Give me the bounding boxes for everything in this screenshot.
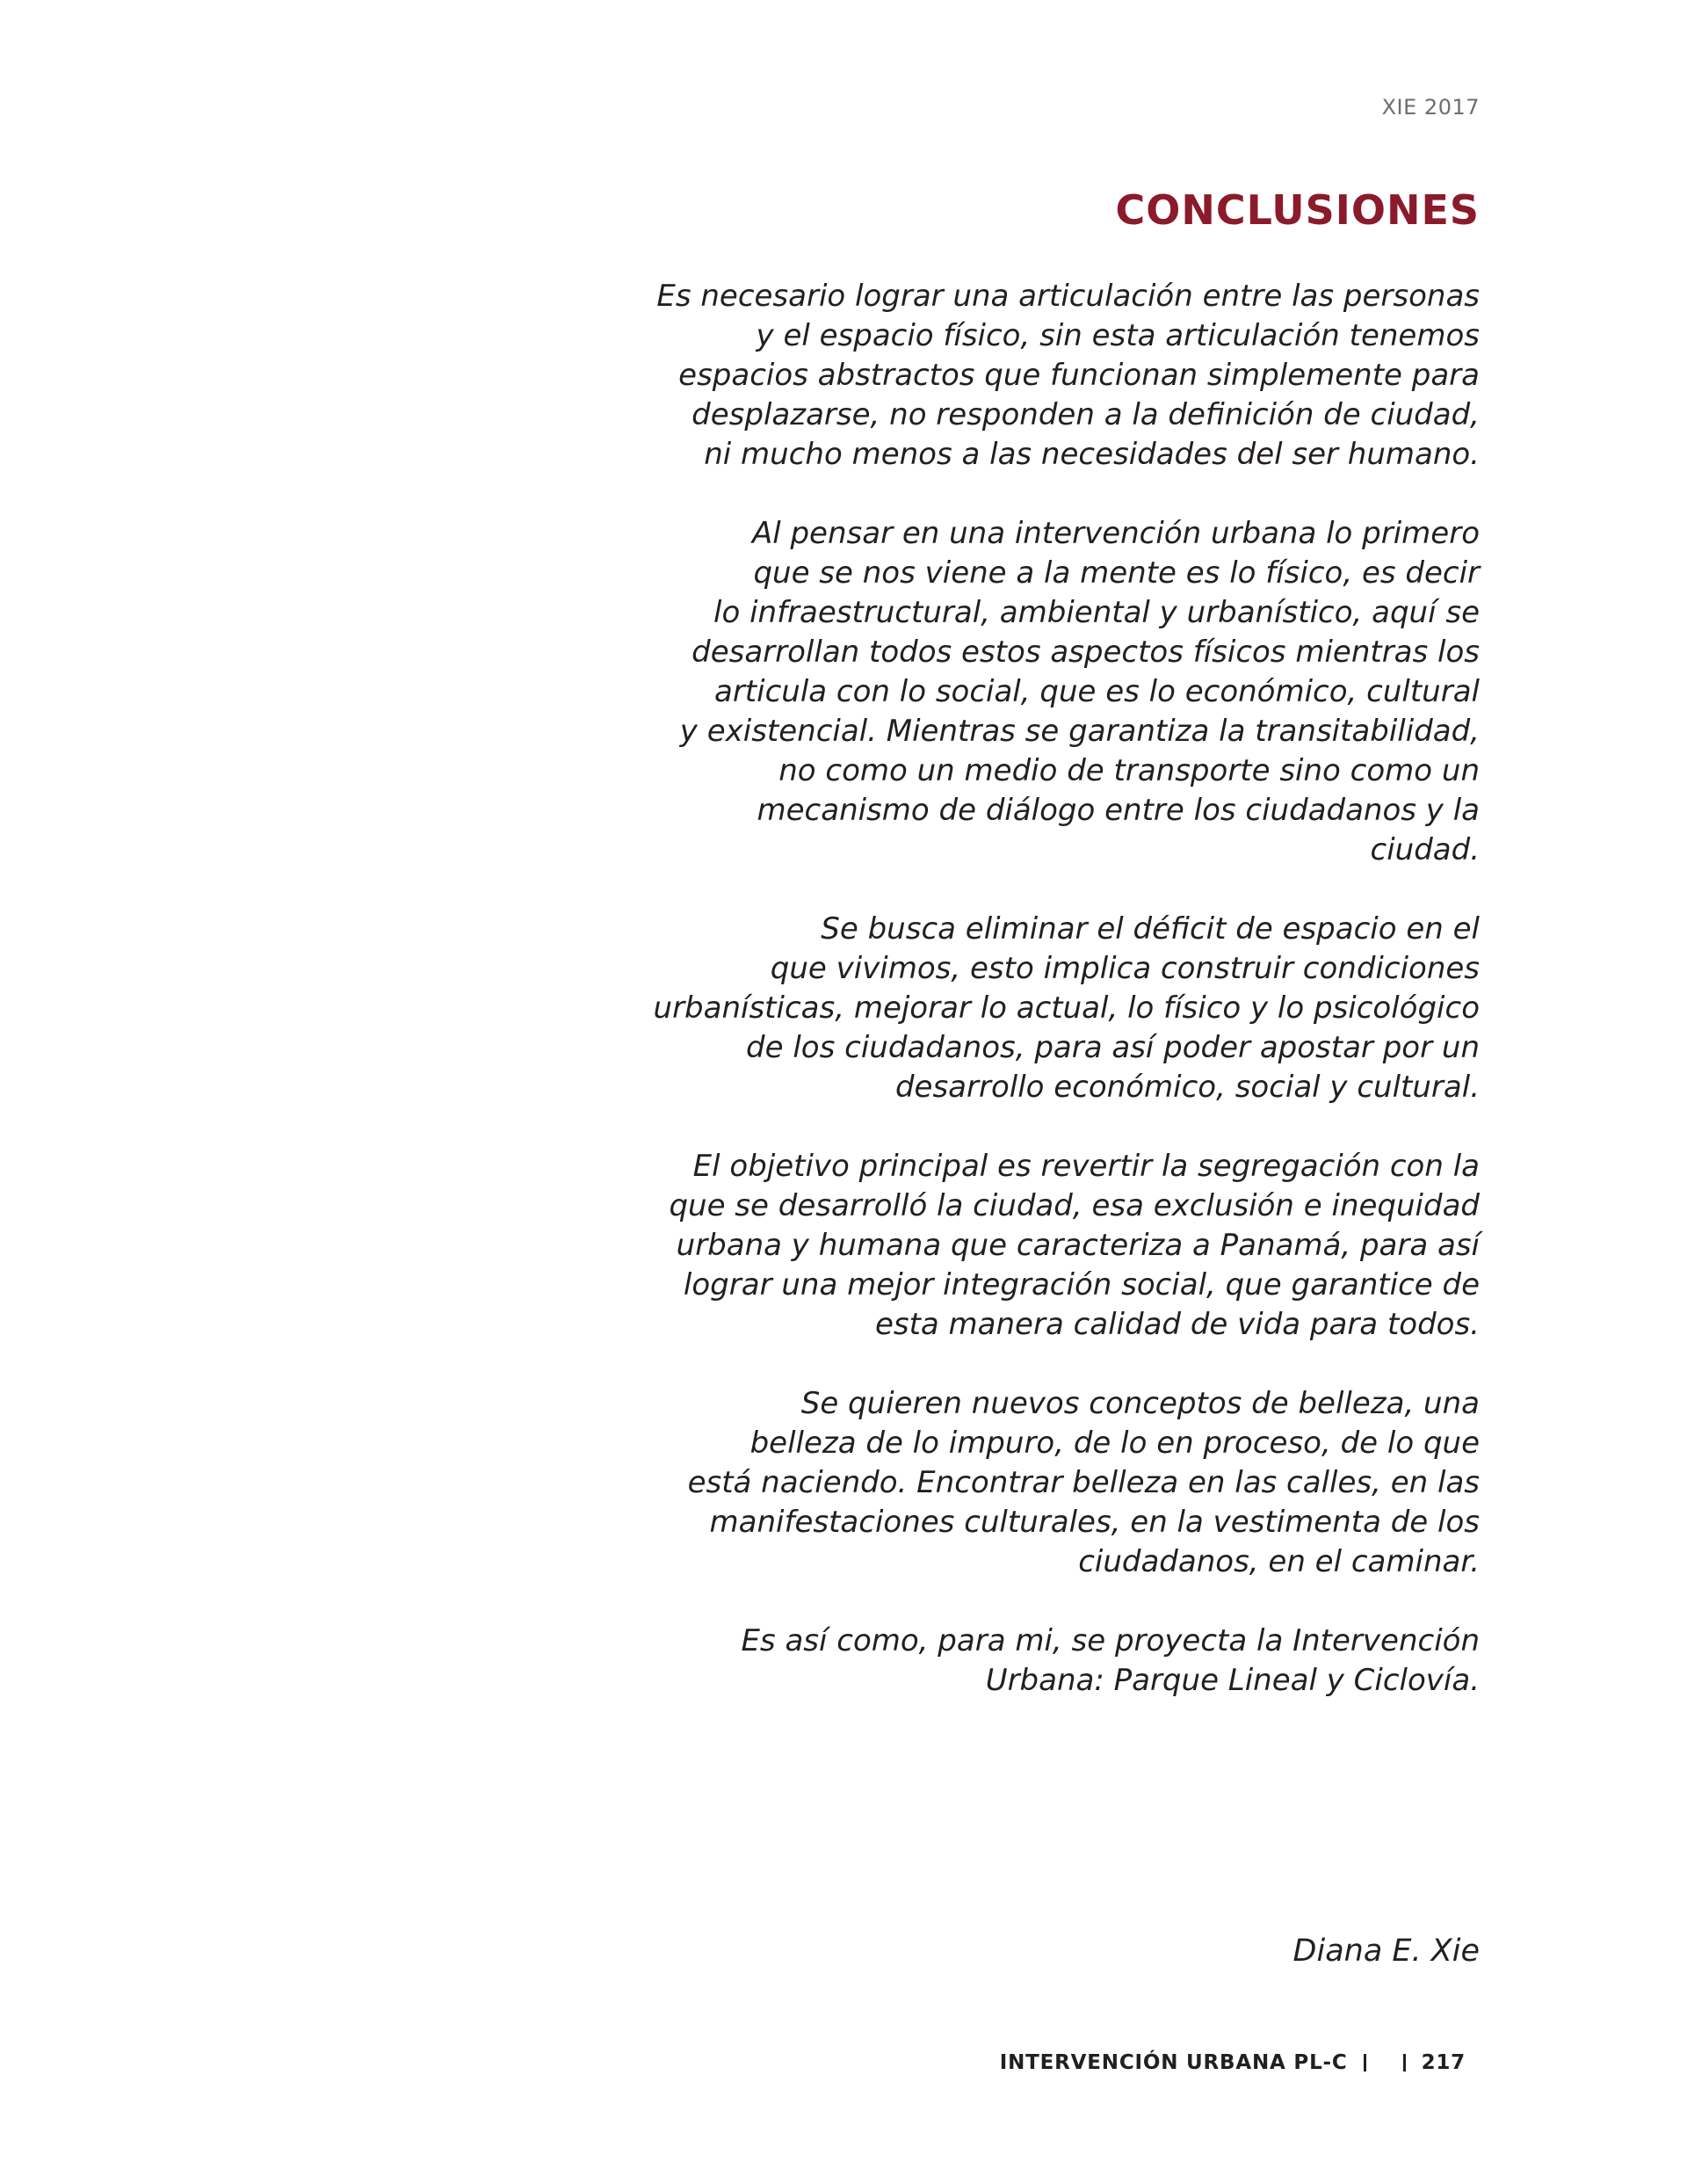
text-line: ni mucho menos a las necesidades del ser humano. — [704, 437, 1480, 472]
paragraph-4 — [636, 1147, 1480, 1345]
section-title: CONCLUSIONES — [1115, 186, 1480, 234]
text-line: Se quieren nuevos conceptos de belleza, una — [800, 1386, 1480, 1421]
text-line: urbanísticas, mejorar lo actual, lo físico y lo psicológico — [653, 990, 1480, 1026]
text-line: que se desarrolló la ciudad, esa exclusión e inequidad — [669, 1188, 1480, 1223]
text-line: articula con lo social, que es lo económico, cultural — [713, 674, 1480, 709]
text-line: lograr una mejor integración social, que garantice de — [683, 1267, 1480, 1302]
text-line: Al pensar en una intervención urbana lo primero — [751, 516, 1480, 551]
text-line: El objetivo principal es revertir la segregación con la — [692, 1149, 1480, 1184]
paragraph-1 — [636, 277, 1480, 475]
paragraph-3 — [636, 910, 1480, 1107]
text-line: ciudad. — [1370, 832, 1480, 867]
page-footer — [1000, 2051, 1466, 2074]
text-line: lo infraestructural, ambiental y urbanístico, aquí se — [713, 595, 1480, 630]
text-line: de los ciudadanos, para así poder apostar por un — [746, 1030, 1480, 1065]
footer-divider — [1403, 2054, 1406, 2072]
text-line: Se busca eliminar el déficit de espacio en el — [821, 911, 1480, 947]
text-line: desplazarse, no responden a la definición de ciudad, — [691, 397, 1480, 432]
footer-divider — [1364, 2054, 1366, 2072]
text-line: manifestaciones culturales, en la vestimenta de los — [709, 1505, 1480, 1540]
text-line: Es necesario lograr una articulación entre las personas — [656, 279, 1480, 314]
text-line: y existencial. Mientras se garantiza la transitabilidad, — [679, 714, 1480, 749]
text-line: esta manera calidad de vida para todos. — [874, 1307, 1480, 1342]
text-line: no como un medio de transporte sino como un — [778, 753, 1480, 788]
paragraph-2 — [636, 514, 1480, 870]
text-line: urbana y humana que caracteriza a Panamá, para así — [676, 1228, 1480, 1263]
running-title: INTERVENCIÓN URBANA PL-C — [999, 2051, 1348, 2074]
text-line: belleza de lo impuro, de lo en proceso, de lo que — [749, 1426, 1480, 1461]
text-line: desarrollan todos estos aspectos físicos mientras los — [691, 635, 1480, 670]
text-line: está naciendo. Encontrar belleza en las calles, en las — [687, 1465, 1480, 1500]
text-line: que vivimos, esto implica construir condiciones — [770, 951, 1480, 986]
text-line: desarrollo económico, social y cultural. — [894, 1070, 1480, 1105]
text-line: y el espacio físico, sin esta articulación tenemos — [756, 318, 1480, 353]
text-line: que se nos viene a la mente es lo físico, es decir — [753, 555, 1480, 591]
body-text — [636, 277, 1480, 1740]
page-number: 217 — [1421, 2051, 1466, 2074]
text-line: Es así como, para mi, se proyecta la Intervención — [741, 1623, 1480, 1658]
text-line: mecanismo de diálogo entre los ciudadanos y la — [757, 793, 1480, 828]
paragraph-5 — [636, 1384, 1480, 1582]
text-line: espacios abstractos que funcionan simplemente para — [678, 358, 1480, 393]
header-label: XIE 2017 — [1381, 95, 1480, 120]
paragraph-6 — [636, 1622, 1480, 1701]
author-signature: Diana E. Xie — [1292, 1934, 1480, 1969]
text-line: Urbana: Parque Lineal y Ciclovía. — [985, 1663, 1480, 1698]
text-line: ciudadanos, en el caminar. — [1078, 1544, 1480, 1579]
